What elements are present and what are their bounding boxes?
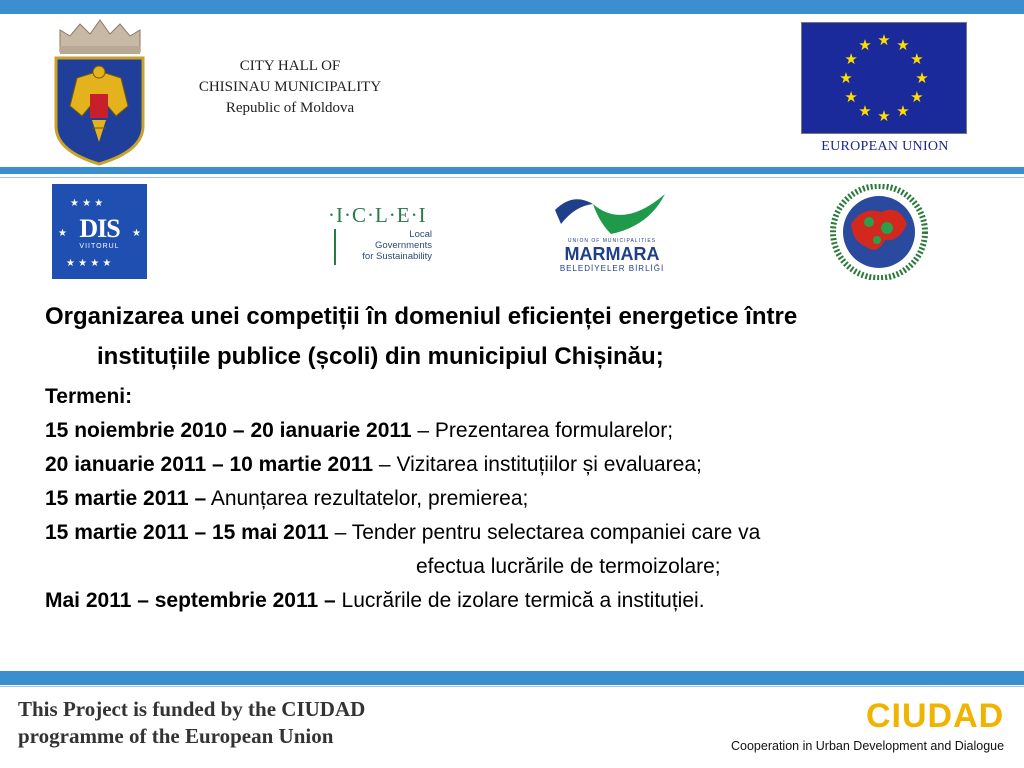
ciudad-tagline: Cooperation in Urban Development and Dialogue — [731, 739, 1005, 753]
eu-star-icon: ★ — [896, 36, 910, 55]
marmara-logo-toptext: UNION OF MUNICIPALITIES — [567, 238, 657, 244]
funding-statement — [18, 696, 365, 750]
term-item-2 — [45, 453, 702, 477]
terms-label: Termeni: — [45, 385, 133, 408]
eu-star-icon: ★ — [858, 36, 872, 55]
term-item-1 — [45, 419, 673, 443]
svg-text:★: ★ — [132, 228, 141, 239]
marmara-logo-subtext: BELEDİYELER BİRLİĞİ — [559, 264, 665, 273]
term-item-4 — [45, 521, 760, 545]
eu-star-icon: ★ — [910, 88, 924, 106]
iclei-line-2: Governments — [374, 240, 432, 251]
content-title-line-1: Organizarea unei competiții în domeniul eficienței energetice între — [45, 303, 798, 330]
top-accent-bar — [0, 0, 1024, 14]
term-item-3 — [45, 487, 528, 511]
city-hall-title — [160, 56, 420, 119]
svg-text:★: ★ — [58, 228, 67, 239]
city-hall-line-1: CITY HALL OF — [239, 58, 341, 74]
term-item-6-dates: Mai 2011 – septembrie 2011 – — [45, 589, 336, 612]
eu-star-icon: ★ — [839, 69, 853, 87]
funding-line-2: programme of the European Union — [18, 724, 334, 748]
eu-star-icon: ★ — [858, 101, 872, 120]
term-item-2-dates: 20 ianuarie 2011 – 10 martie 2011 — [45, 453, 374, 476]
iclei-line-1: Local — [409, 229, 432, 240]
marmara-logo-text: MARMARA — [564, 244, 660, 264]
footer-hairline — [0, 686, 1024, 687]
international-association-seal-logo — [829, 184, 929, 280]
svg-text:★ ★ ★: ★ ★ ★ — [70, 198, 104, 209]
term-item-1-text: – Prezentarea formularelor; — [411, 419, 674, 442]
iclei-logo-rule — [334, 229, 336, 265]
chisinau-coat-of-arms-logo — [52, 16, 147, 166]
dis-viitorul-logo — [52, 184, 147, 279]
term-item-6-text: Lucrările de izolare termică a instituției. — [335, 589, 705, 612]
term-item-4-text: – Tender pentru selectarea companiei care va — [328, 521, 761, 544]
header-divider-bar — [0, 167, 1024, 174]
eu-label: EUROPEAN UNION — [821, 139, 949, 154]
term-item-3-text: Anunțarea rezultatelor, premierea; — [206, 487, 529, 510]
content-title-line-2: instituțiile publice (școli) din municipiul Chișinău; — [97, 343, 664, 370]
eu-star-icon: ★ — [844, 88, 858, 106]
iclei-logo-subtext — [340, 229, 432, 262]
eu-star-icon: ★ — [877, 107, 891, 125]
term-item-2-text: – Vizitarea instituțiilor și evaluarea; — [373, 453, 702, 476]
funding-line-1: This Project is funded by the CIUDAD — [18, 697, 366, 721]
header-hairline — [0, 177, 1024, 178]
svg-text:★ ★ ★ ★: ★ ★ ★ ★ — [66, 258, 112, 269]
city-hall-line-2: CHISINAU MUNICIPALITY — [198, 79, 382, 95]
footer-accent-bar — [0, 671, 1024, 685]
term-item-4-dates: 15 martie 2011 – 15 mai 2011 — [45, 521, 329, 544]
term-item-5-text: efectua lucrările de termoizolare; — [416, 555, 721, 578]
term-item-3-dates: 15 martie 2011 – — [45, 487, 207, 510]
eu-star-icon: ★ — [896, 101, 910, 120]
city-hall-line-3: Republic of Moldova — [225, 100, 355, 116]
ciudad-logo: CIUDAD — [866, 697, 1005, 735]
eu-star-icon: ★ — [877, 31, 891, 49]
dis-logo-text: DIS — [79, 214, 120, 243]
term-item-4-continuation — [416, 555, 721, 579]
iclei-logo-text: ·I·C·L·E·I — [328, 203, 427, 227]
main-content — [45, 303, 1005, 633]
term-item-6 — [45, 589, 705, 613]
term-item-1-dates: 15 noiembrie 2010 – 20 ianuarie 2011 — [45, 419, 412, 442]
eu-star-icon: ★ — [844, 50, 858, 68]
marmara-union-logo — [553, 190, 671, 278]
eu-star-icon: ★ — [910, 50, 924, 68]
iclei-logo — [328, 203, 438, 273]
iclei-line-3: for Sustainability — [362, 251, 432, 262]
eu-flag-logo — [801, 22, 967, 134]
dis-logo-subtext: VIITORUL — [79, 243, 120, 250]
eu-star-icon: ★ — [915, 69, 929, 87]
